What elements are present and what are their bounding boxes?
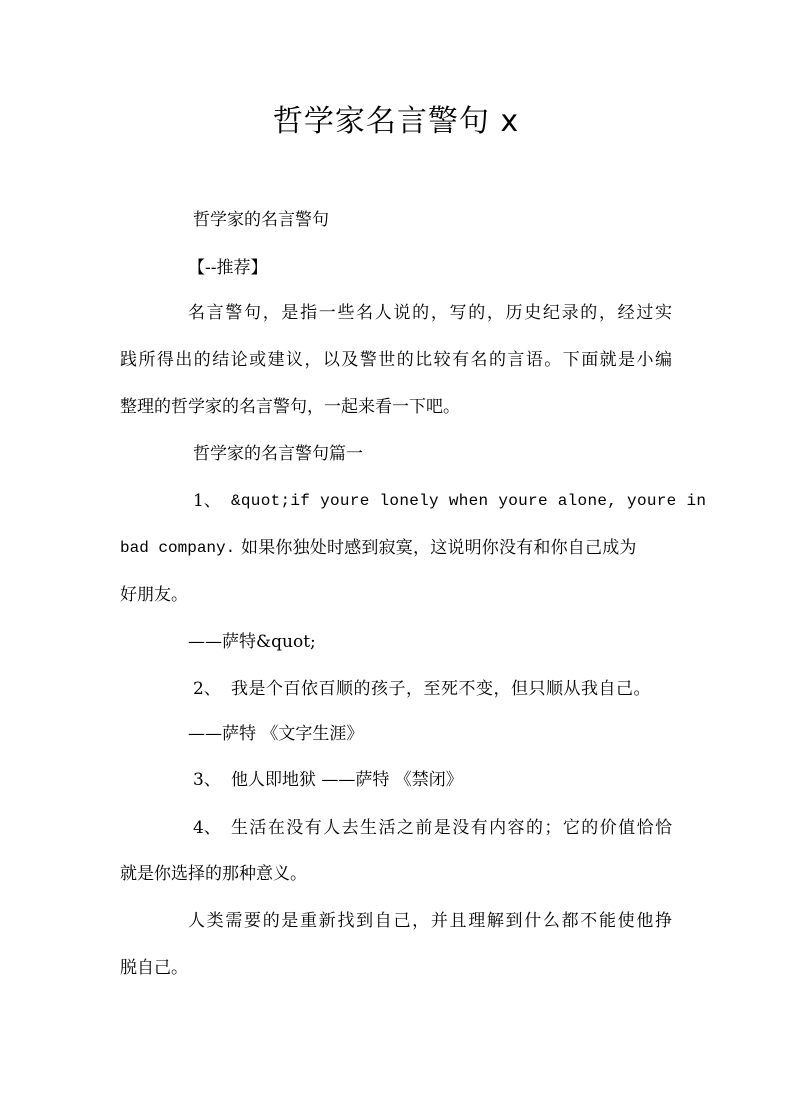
quote-1-attribution: ——萨特&quot; [188,632,316,652]
intro-line-2: 践所得出的结论或建议，以及警世的比较有名的言语。下面就是小编 [120,350,672,370]
quote-5-line-1: 人类需要的是重新找到自己，并且理解到什么都不能使他挣 [188,911,672,931]
intro-line-1: 名言警句，是指一些名人说的，写的，历史纪录的，经过实 [188,303,672,323]
section-heading: 哲学家的名言警句篇一 [193,444,363,464]
quote-4-number: 4、 [193,818,221,838]
quote-4-line-1: 生活在没有人去生活之前是没有内容的；它的价值恰恰 [231,818,672,838]
quote-2-text: 我是个百依百顺的孩子，至死不变，但只顺从我自己。 [231,679,651,699]
subtitle: 哲学家的名言警句 [193,210,329,230]
quote-3-text: 他人即地狱 ——萨特 《禁闭》 [231,770,463,790]
quote-4-line-2: 就是你选择的那种意义。 [120,864,307,884]
quote-1-line-1: &quot;if youre lonely when youre alone, youre in [231,492,707,510]
recommend-tag: 【--推荐】 [188,258,268,278]
quote-3-number: 3、 [193,770,221,790]
quote-1-line-3: 好朋友。 [120,585,188,605]
quote-5-line-2: 脱自己。 [120,958,188,978]
quote-1-number: 1、 [193,491,221,511]
document-title: 哲学家名言警句 x [272,104,520,139]
quote-2-number: 2、 [193,679,221,699]
quote-1-line-2-cn: 如果你独处时感到寂寞，这说明你没有和你自己成为 [241,538,637,558]
intro-line-3: 整理的哲学家的名言警句，一起来看一下吧。 [120,397,460,417]
quote-1-line-2-latin: bad company. [120,539,236,557]
quote-2-attribution: ——萨特 《文字生涯》 [188,724,364,744]
